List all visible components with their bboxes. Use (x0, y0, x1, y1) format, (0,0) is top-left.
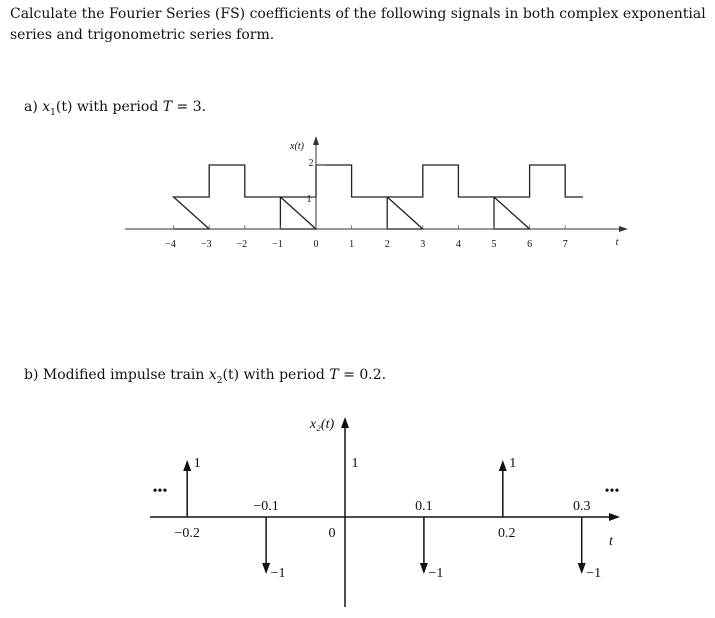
part-a-arg: (t) (55, 99, 73, 115)
impulse-amplitude-label: −1 (586, 566, 602, 581)
part-b-period-var: T (329, 367, 339, 383)
x-tick-label: 1 (349, 239, 355, 250)
x-tick-label: 4 (455, 239, 461, 250)
ellipsis-left-icon: ••• (152, 484, 168, 499)
y-axis-arrow-icon (341, 417, 349, 428)
x-tick-label: −0.1 (253, 499, 279, 514)
x-tick-label: 0.3 (572, 499, 591, 514)
impulse-arrow-icon (183, 460, 191, 471)
part-b-arg: (t) (222, 367, 240, 383)
impulse-amplitude-label: 1 (351, 456, 359, 471)
part-a-text: with period (76, 99, 159, 115)
x-tick-label: 0.1 (415, 499, 433, 514)
x-tick-label: 5 (491, 239, 497, 250)
part-a-period-var: T (162, 99, 173, 115)
part-a-subscript: 1 (50, 107, 56, 118)
impulse-arrow-icon (578, 563, 586, 574)
x-tick-label: 2 (384, 239, 390, 250)
y-axis-label: x(t) (290, 141, 304, 152)
x-tick-label: −2 (236, 239, 248, 250)
ellipsis-right-icon: ••• (604, 484, 620, 499)
part-a-label: a) (24, 99, 38, 115)
x-tick-label: 0.2 (498, 526, 516, 541)
impulse-amplitude-label: −1 (428, 566, 444, 581)
part-b-signal: x (208, 367, 217, 383)
x-tick-label: 7 (562, 239, 568, 250)
impulse-arrow-icon (499, 460, 507, 471)
x-tick-label: 6 (527, 239, 533, 250)
x-tick-label: 0 (328, 526, 336, 541)
x-tick-label: −0.2 (174, 526, 200, 541)
part-b-period-val: = 0.2. (343, 367, 387, 383)
y-tick-label: 2 (308, 158, 314, 169)
impulse-arrow-icon (262, 563, 270, 574)
impulse-amplitude-label: 1 (509, 456, 517, 471)
x-tick-label: −1 (272, 239, 283, 250)
part-a-signal: x (42, 99, 51, 115)
part-b-text-pre: Modified impulse train (42, 367, 205, 383)
x-tick-label: 3 (420, 239, 426, 250)
x-tick-label: −4 (165, 239, 176, 250)
impulse-arrow-icon (420, 563, 428, 574)
y-axis-label: x₂(t) (309, 417, 335, 432)
x-axis-label: t (609, 534, 613, 549)
part-a-period-val: = 3. (176, 99, 207, 115)
x-tick-label: 0 (313, 239, 319, 250)
x-axis-arrow-icon (609, 513, 620, 521)
impulse-amplitude-label: −1 (270, 566, 286, 581)
y-tick-label: 1 (306, 194, 312, 205)
part-b-label: b) (24, 367, 39, 383)
impulse-amplitude-label: 1 (193, 456, 201, 471)
x-axis-label: t (615, 237, 619, 248)
part-b-text: with period (243, 367, 325, 383)
problem-statement: Calculate the Fourier Series (FS) coefficients of the following signals in both complex exponential series and trigonometric series form. (10, 6, 706, 43)
x-tick-label: −3 (200, 239, 212, 250)
part-b-subscript: 2 (216, 375, 223, 386)
